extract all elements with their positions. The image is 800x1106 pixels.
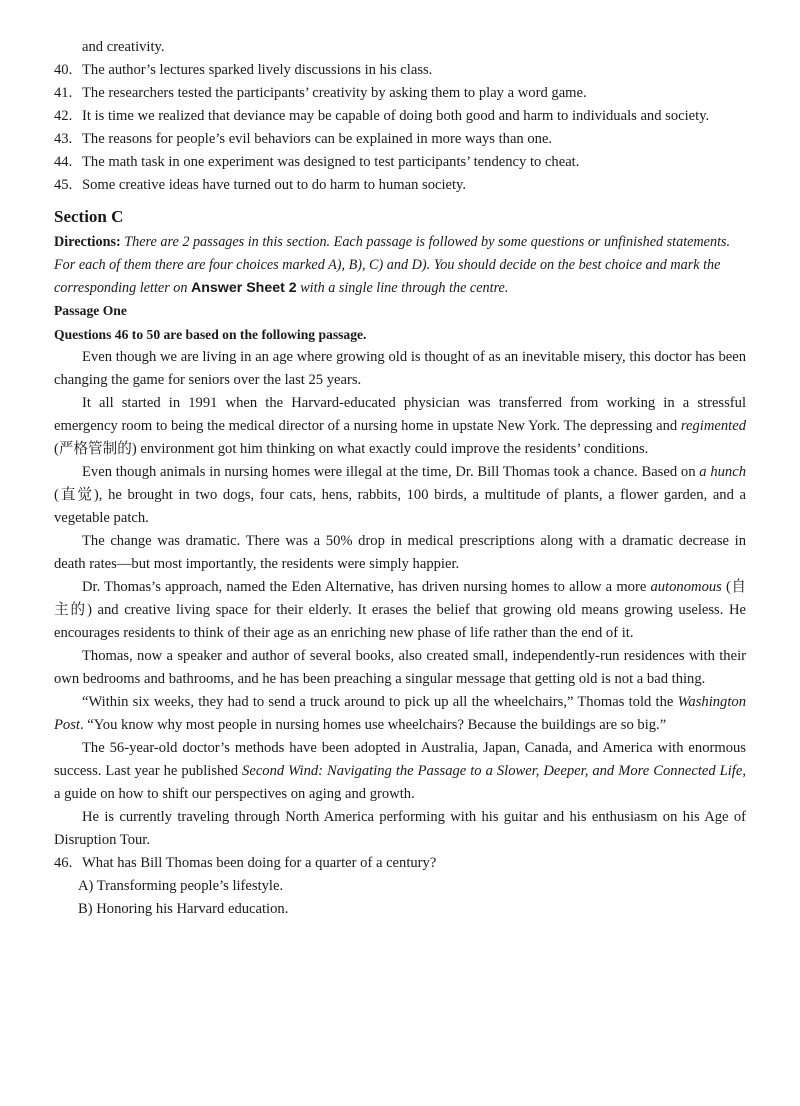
book-title: Second Wind: Navigating the Passage to a Slower, Deeper, and More Connected Life	[242, 763, 743, 779]
statement-item	[54, 174, 746, 197]
paragraph-text: Dr. Thomas’s approach, named the Eden Alternative, has driven nursing homes to allow a more	[82, 579, 651, 595]
vocab-term: a hunch	[699, 464, 746, 480]
question-number: 46.	[54, 855, 73, 871]
statement-list	[54, 59, 746, 197]
question-46	[54, 852, 746, 875]
paragraph-text: environment got him thinking on what exactly could improve the residents’ conditions.	[140, 441, 649, 457]
statement-number: 45.	[54, 177, 73, 193]
statement-item	[54, 128, 746, 151]
section-directions	[54, 231, 746, 300]
directions-text: There are 2 passages in this section. Each passage is followed by some questions or unfinished statements. For each of them there are four choices marked A), B), C) and D). You should decide on the best choice and mark the corresponding letter on	[54, 234, 731, 296]
exam-page	[54, 36, 746, 921]
statement-text: The researchers tested the participants’ creativity by asking them to play a word game.	[82, 85, 587, 101]
vocab-gloss: (自主的)	[54, 579, 746, 618]
questions-intro: Questions 46 to 50 are based on the following passage.	[54, 327, 367, 342]
paragraph-text: “Within six weeks, they had to send a truck around to pick up all the wheelchairs,” Thomas told the	[82, 694, 678, 710]
directions-text-end: with a single line through the centre.	[296, 280, 509, 296]
paragraph-text: . “You know why most people in nursing homes use wheelchairs? Because the buildings are so big.”	[79, 717, 667, 733]
passage-title: Passage One	[54, 303, 127, 318]
passage-paragraph	[54, 461, 746, 530]
passage-paragraph: He is currently traveling through North America performing with his guitar and his enthusiasm on his Age of Disruption Tour.	[54, 809, 746, 848]
passage-paragraph	[54, 576, 746, 645]
answer-sheet-label: Answer Sheet 2	[191, 280, 297, 296]
question-text: What has Bill Thomas been doing for a quarter of a century?	[82, 855, 437, 871]
statement-item	[54, 82, 746, 105]
statement-text: The reasons for people’s evil behaviors can be explained in more ways than one.	[82, 131, 553, 147]
vocab-term: autonomous	[650, 579, 722, 595]
statement-number: 42.	[54, 108, 73, 124]
statement-number: 44.	[54, 154, 73, 170]
answer-option-b: B) Honoring his Harvard education.	[78, 901, 289, 917]
directions-label: Directions:	[54, 234, 121, 250]
statement-number: 43.	[54, 131, 73, 147]
statement-text: It is time we realized that deviance may be capable of doing both good and harm to individuals and society.	[82, 108, 710, 124]
statement-number: 41.	[54, 85, 73, 101]
vocab-gloss: (严格管制的)	[54, 441, 141, 457]
section-title: Section C	[54, 207, 124, 226]
paragraph-text: , a guide on how to shift our perspectives on aging and growth.	[54, 763, 746, 802]
statement-text: The author’s lectures sparked lively discussions in his class.	[82, 62, 433, 78]
paragraph-text: Even though animals in nursing homes were illegal at the time, Dr. Bill Thomas took a chance. Based on	[82, 464, 700, 480]
passage-paragraph: Thomas, now a speaker and author of several books, also created small, independently-run residences with their own bedrooms and bathrooms, and he has been preaching a singular message that getting old is not a bad thing.	[54, 648, 746, 687]
passage-paragraph: Even though we are living in an age where growing old is thought of as an inevitable misery, this doctor has been changing the game for seniors over the last 25 years.	[54, 349, 746, 388]
vocab-gloss: (直觉),	[54, 487, 109, 503]
vocab-term: regimented	[680, 418, 746, 434]
passage-paragraph	[54, 691, 746, 737]
paragraph-text: It all started in 1991 when the Harvard-educated physician was transferred from working in a stressful emergency room to being the medical director of a nursing home in upstate New York. The depressing and	[54, 395, 746, 434]
passage-paragraph	[54, 737, 746, 806]
publication-title: Washington Post	[54, 694, 746, 733]
passage-paragraph	[54, 392, 746, 461]
statement-text: Some creative ideas have turned out to do harm to human society.	[82, 177, 467, 193]
statement-item	[54, 59, 746, 82]
paragraph-text: he brought in two dogs, four cats, hens, rabbits, 100 birds, a multitude of plants, a flower garden, and a vegetable patch.	[54, 487, 746, 526]
answer-option-a: A) Transforming people’s lifestyle.	[78, 878, 284, 894]
paragraph-text: and creative living space for their elderly. It erases the belief that growing old means growing useless. He encourages residents to think of their age as an enriching new phase of life rather than the end of it.	[54, 602, 746, 641]
statement-item	[54, 105, 746, 128]
statement-continuation: and creativity.	[82, 39, 165, 55]
statement-text: The math task in one experiment was designed to test participants’ tendency to cheat.	[82, 154, 580, 170]
paragraph-text: The 56-year-old doctor’s methods have been adopted in Australia, Japan, Canada, and America with enormous success. Last year he published	[54, 740, 746, 779]
statement-item	[54, 151, 746, 174]
statement-number: 40.	[54, 62, 73, 78]
passage-paragraph: The change was dramatic. There was a 50% drop in medical prescriptions along with a dramatic decrease in death rates—but most importantly, the residents were simply happier.	[54, 533, 746, 572]
